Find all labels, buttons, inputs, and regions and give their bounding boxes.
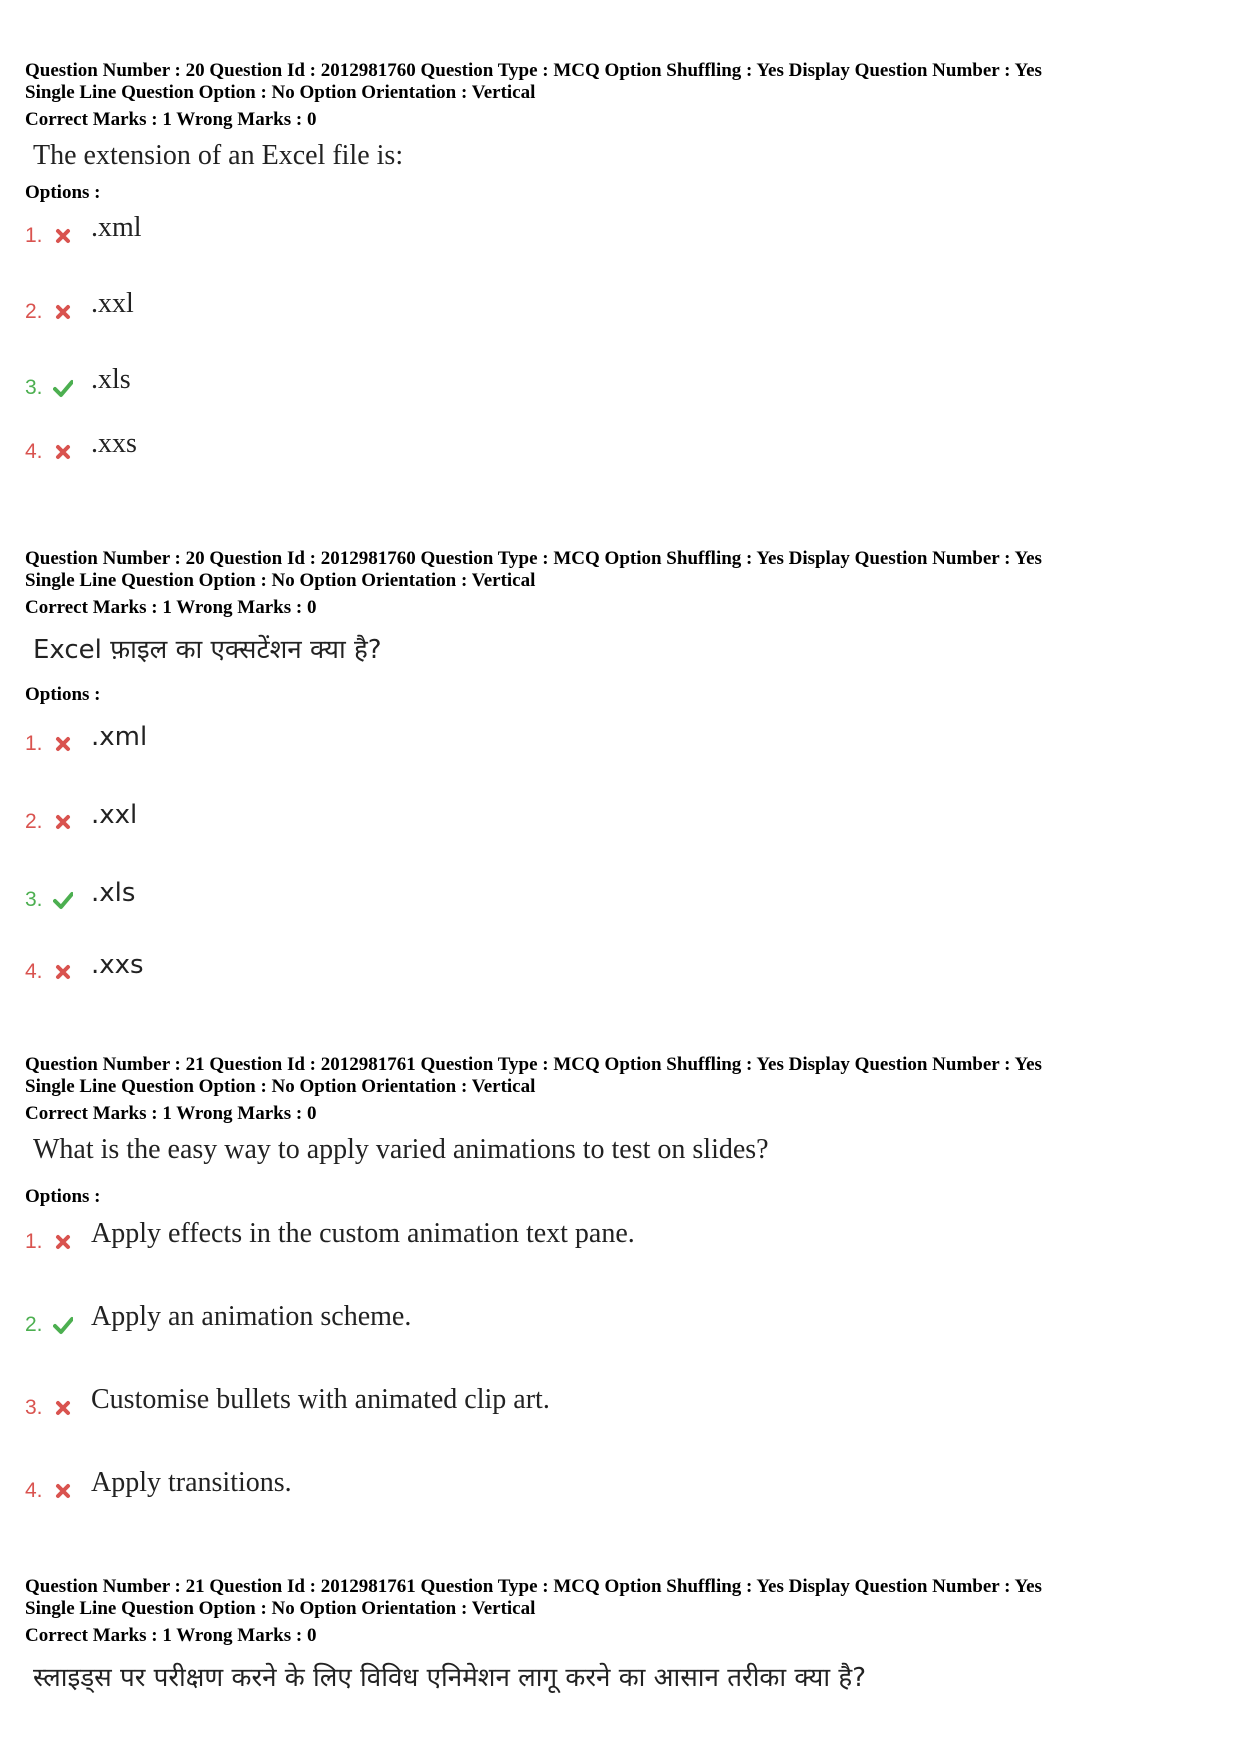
cross-icon <box>53 1232 73 1252</box>
question-meta-line1: Question Number : 21 Question Id : 2012981761 Question Type : MCQ Option Shuffling : Yes Display Question Number : Yes <box>25 1576 1042 1597</box>
question-meta-line1: Question Number : 20 Question Id : 2012981760 Question Type : MCQ Option Shuffling : Yes Display Question Number : Yes <box>25 548 1042 569</box>
cross-icon <box>53 226 73 246</box>
option-3 <box>25 1382 1025 1422</box>
question-marks: Correct Marks : 1 Wrong Marks : 0 <box>25 1625 317 1646</box>
question-meta-line1: Question Number : 21 Question Id : 2012981761 Question Type : MCQ Option Shuffling : Yes Display Question Number : Yes <box>25 1054 1042 1075</box>
option-number: 3. <box>25 1396 43 1419</box>
cross-icon <box>53 1398 73 1418</box>
option-3 <box>25 874 1025 914</box>
question-text: What is the easy way to apply varied animations to test on slides? <box>33 1134 769 1165</box>
options-label: Options : <box>25 182 101 203</box>
option-text: Apply transitions. <box>91 1467 292 1498</box>
option-text: .xls <box>91 878 136 908</box>
question-text: Excel फ़ाइल का एक्सटेंशन क्या है? <box>33 635 382 665</box>
question-meta-line2: Single Line Question Option : No Option Orientation : Vertical <box>25 1597 536 1619</box>
cross-icon <box>53 1481 73 1501</box>
option-number: 1. <box>25 732 43 755</box>
question-block-1 <box>25 60 1225 463</box>
cross-icon <box>53 962 73 982</box>
check-icon <box>53 890 73 910</box>
option-number: 2. <box>25 810 43 833</box>
question-meta-line2: Single Line Question Option : No Option Orientation : Vertical <box>25 1075 536 1097</box>
option-text: Apply an animation scheme. <box>91 1301 412 1332</box>
question-text: The extension of an Excel file is: <box>33 140 404 171</box>
option-text: .xxl <box>91 288 134 319</box>
option-1 <box>25 210 1025 250</box>
question-block-4 <box>25 1576 1225 1693</box>
option-3 <box>25 362 1025 402</box>
option-1 <box>25 718 1025 758</box>
option-4 <box>25 1465 1025 1505</box>
question-meta-line2: Single Line Question Option : No Option Orientation : Vertical <box>25 81 536 103</box>
option-2 <box>25 286 1025 326</box>
question-meta-line2: Single Line Question Option : No Option Orientation : Vertical <box>25 569 536 591</box>
option-text: .xml <box>91 722 148 752</box>
question-block-2 <box>25 548 1225 983</box>
question-marks: Correct Marks : 1 Wrong Marks : 0 <box>25 597 317 618</box>
cross-icon <box>53 302 73 322</box>
option-text: Customise bullets with animated clip art. <box>91 1384 550 1415</box>
option-number: 3. <box>25 888 43 911</box>
option-text: .xls <box>91 364 131 395</box>
option-number: 4. <box>25 960 43 983</box>
option-4 <box>25 946 1025 986</box>
cross-icon <box>53 812 73 832</box>
check-icon <box>53 1315 73 1335</box>
question-block-3 <box>25 1054 1225 1502</box>
option-1 <box>25 1216 1025 1256</box>
question-text: स्लाइड्स पर परीक्षण करने के लिए विविध एनिमेशन लागू करने का आसान तरीका क्या है? <box>33 1663 866 1693</box>
option-number: 2. <box>25 300 43 323</box>
option-number: 2. <box>25 1313 43 1336</box>
option-number: 4. <box>25 1479 43 1502</box>
option-number: 1. <box>25 224 43 247</box>
question-marks: Correct Marks : 1 Wrong Marks : 0 <box>25 1103 317 1124</box>
option-text: .xxl <box>91 800 138 830</box>
option-text: .xxs <box>91 428 137 459</box>
option-2 <box>25 796 1025 836</box>
option-4 <box>25 426 1025 466</box>
option-number: 3. <box>25 376 43 399</box>
options-label: Options : <box>25 684 101 705</box>
check-icon <box>53 378 73 398</box>
option-text: .xxs <box>91 950 144 980</box>
option-text: .xml <box>91 212 142 243</box>
cross-icon <box>53 442 73 462</box>
option-text: Apply effects in the custom animation text pane. <box>91 1218 635 1249</box>
cross-icon <box>53 734 73 754</box>
option-number: 1. <box>25 1230 43 1253</box>
option-2 <box>25 1299 1025 1339</box>
options-label: Options : <box>25 1186 101 1207</box>
question-marks: Correct Marks : 1 Wrong Marks : 0 <box>25 109 317 130</box>
option-number: 4. <box>25 440 43 463</box>
question-meta-line1: Question Number : 20 Question Id : 2012981760 Question Type : MCQ Option Shuffling : Yes Display Question Number : Yes <box>25 60 1042 81</box>
